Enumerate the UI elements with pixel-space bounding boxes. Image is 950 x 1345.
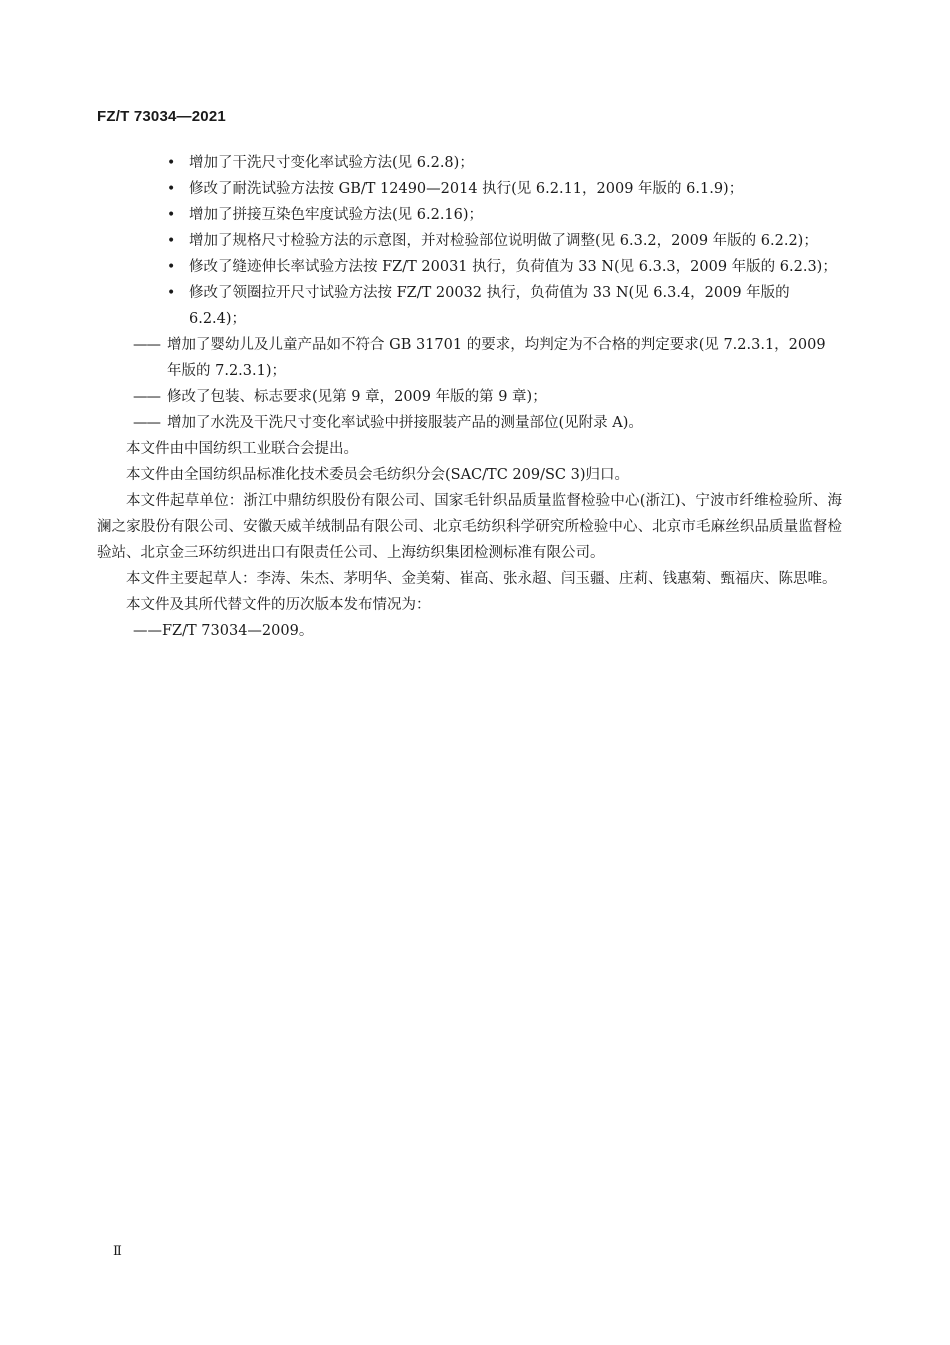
bullet-marker: • [167, 285, 176, 301]
bullet-text: 修改了缝迹伸长率试验方法按 FZ/T 20031 执行，负荷值为 33 N(见 6.3.3，2009 年版的 6.2.3)； [189, 259, 837, 275]
list-item [97, 384, 842, 410]
dash-marker: —— [133, 337, 160, 353]
bullet-text: 增加了规格尺寸检验方法的示意图，并对检验部位说明做了调整(见 6.3.2，2009 年版的 6.2.2)； [189, 233, 818, 249]
list-item [97, 254, 842, 280]
list-item [97, 150, 842, 176]
list-item [97, 410, 842, 436]
bullet-list [97, 150, 842, 332]
dash-text: 修改了包装、标志要求(见第 9 章，2009 年版的第 9 章)； [167, 389, 547, 405]
bullet-text: 增加了拼接互染色牢度试验方法(见 6.2.16)； [189, 207, 484, 223]
dash-list [97, 332, 842, 436]
dash-marker: —— [133, 389, 160, 405]
drafters-paragraph: 本文件主要起草人：李涛、朱杰、茅明华、金美菊、崔高、张永超、闫玉疆、庄莉、钱惠菊、甄福庆、陈思唯。 [126, 571, 837, 587]
history-item: ——FZ/T 73034—2009。 [133, 623, 314, 639]
bullet-marker: • [167, 207, 176, 223]
bullet-marker: • [167, 181, 176, 197]
bullet-text: 修改了领圈拉开尺寸试验方法按 FZ/T 20032 执行，负荷值为 33 N(见 6.3.4，2009 年版的 6.2.4)； [189, 285, 790, 327]
centralized-paragraph: 本文件由全国纺织品标准化技术委员会毛纺织分会(SAC/TC 209/SC 3)归口。 [126, 467, 629, 483]
bullet-marker: • [167, 233, 176, 249]
history-intro-paragraph: 本文件及其所代替文件的历次版本发布情况为： [126, 597, 431, 613]
bullet-text: 增加了干洗尺寸变化率试验方法(见 6.2.8)； [189, 155, 474, 171]
list-item [97, 228, 842, 254]
list-item [97, 280, 842, 332]
standard-number-header: FZ/T 73034—2021 [97, 108, 226, 125]
list-item [97, 176, 842, 202]
dash-text: 增加了婴幼儿及儿童产品如不符合 GB 31701 的要求，均判定为不合格的判定要求(见 7.2.3.1，2009 年版的 7.2.3.1)； [167, 337, 826, 379]
list-item [97, 202, 842, 228]
bullet-marker: • [167, 155, 176, 171]
dash-text: 增加了水洗及干洗尺寸变化率试验中拼接服装产品的测量部位(见附录 A)。 [167, 415, 643, 431]
proposer-paragraph: 本文件由中国纺织工业联合会提出。 [126, 441, 358, 457]
bullet-marker: • [167, 259, 176, 275]
document-body [97, 150, 842, 644]
page-number: Ⅱ [113, 1244, 122, 1259]
dash-marker: —— [133, 415, 160, 431]
list-item [97, 332, 842, 384]
bullet-text: 修改了耐洗试验方法按 GB/T 12490—2014 执行(见 6.2.11，2009 年版的 6.1.9)； [189, 181, 744, 197]
drafting-units-paragraph: 本文件起草单位：浙江中鼎纺织股份有限公司、国家毛针织品质量监督检验中心(浙江)、宁波市纤维检验所、海澜之家股份有限公司、安徽天威羊绒制品有限公司、北京毛纺织科学研究所检验中心、北京市毛麻丝织品质量监督检验站、北京金三环纺织进出口有限责任公司、上海纺织集团检测标准有限公司。 [97, 493, 842, 561]
